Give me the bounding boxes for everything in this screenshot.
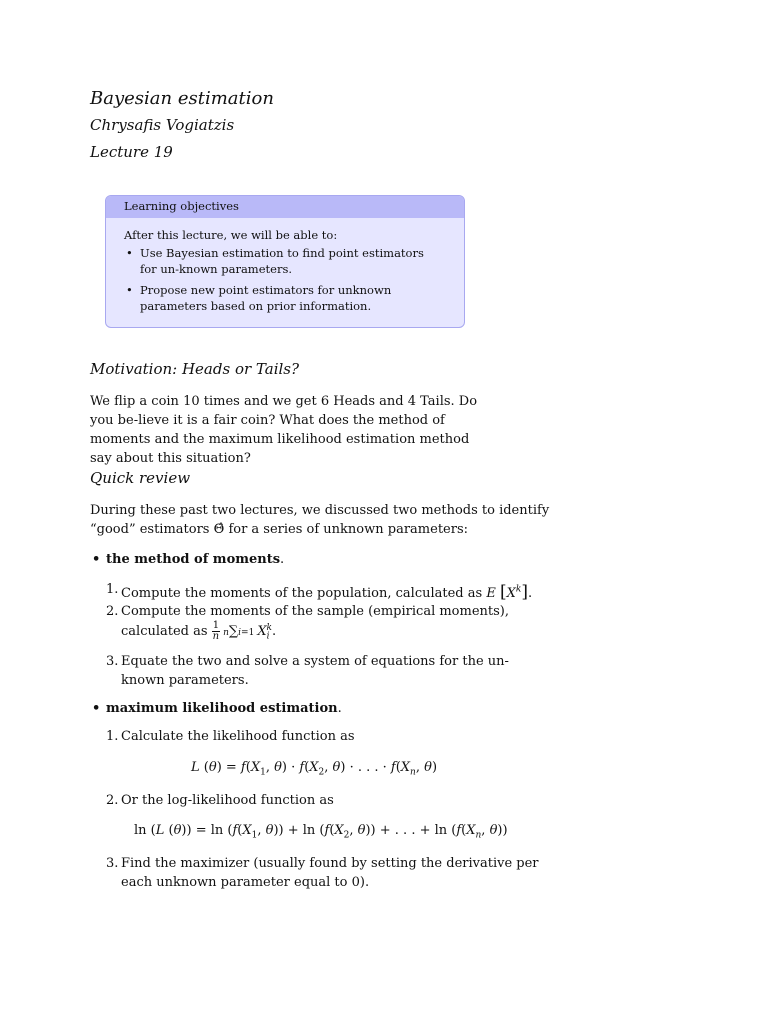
step-text: Compute the moments of the sample (empirical moments), bbox=[121, 604, 510, 619]
learning-objectives-list bbox=[124, 246, 424, 320]
mle-item: • maximum likelihood estimation. bbox=[106, 701, 342, 716]
review-intro-text: “good” estimators bbox=[90, 522, 210, 537]
review-intro-line: During these past two lectures, we discussed two methods to identify bbox=[90, 503, 550, 518]
document-title: Bayesian estimation bbox=[90, 88, 274, 109]
review-intro-line bbox=[90, 522, 468, 537]
step-text: each unknown parameter equal to 0). bbox=[121, 875, 370, 890]
likelihood-equation: L $(\theta) = f(X_1$, $\theta) \cdot f(X_2$, θ) · . . . · $f(X_n$, θ) bbox=[191, 760, 438, 778]
expectation-formula: E $[X^k]$. bbox=[486, 582, 533, 602]
motivation-paragraph: We flip a coin 10 times and we get 6 Heads and 4 Tails. Do you be-lieve it is a fair coin? What does the method of moments and the maximum likelihood estimation method say about this situation? bbox=[90, 394, 478, 466]
method-of-moments-label: the method of moments bbox=[106, 552, 281, 567]
list-item: • Propose new point estimators for unknown parameters based on prior information. bbox=[124, 283, 424, 314]
step-text: Or the log-likelihood function as bbox=[121, 793, 334, 808]
sample-moment-formula: $\frac{1}{n}$ n∑i=1 $X_i^k$. bbox=[212, 620, 277, 642]
step-number: 3. bbox=[106, 856, 119, 871]
mle-label: maximum likelihood estimation bbox=[106, 701, 338, 716]
learning-objectives-box bbox=[105, 195, 465, 328]
method-of-moments-item: • the method of moments. bbox=[106, 552, 284, 567]
theta-hat-symbol: Θ̂ bbox=[213, 522, 225, 537]
section-heading-motivation: Motivation: Heads or Tails? bbox=[90, 360, 300, 378]
list-item bbox=[121, 582, 532, 602]
list-item: • Use Bayesian estimation to find point estimators for un-known parameters. bbox=[124, 246, 424, 277]
step-number: 3. bbox=[106, 654, 119, 669]
step-number: 1. bbox=[106, 582, 119, 597]
review-intro-text: for a series of unknown parameters: bbox=[228, 522, 469, 537]
step-number: 1. bbox=[106, 729, 119, 744]
step-text: calculated as bbox=[121, 624, 208, 639]
step-number: 2. bbox=[106, 604, 119, 619]
learning-objectives-intro: After this lecture, we will be able to: bbox=[124, 228, 338, 242]
log-likelihood-equation: ln (L $(\theta)) = \ln (f(X_1$, $\theta)) + \ln (f(X_2$, θ)) + . . . + $\ln (f(X_n$, θ)) bbox=[134, 823, 508, 841]
author-name: Chrysafis Vogiatzis bbox=[90, 116, 235, 134]
lecture-number: Lecture 19 bbox=[90, 143, 173, 161]
section-heading-review: Quick review bbox=[90, 469, 191, 487]
step-number: 2. bbox=[106, 793, 119, 808]
step-text: known parameters. bbox=[121, 673, 249, 688]
step-text: Calculate the likelihood function as bbox=[121, 729, 355, 744]
learning-objectives-heading: Learning objectives bbox=[106, 196, 464, 218]
list-item bbox=[121, 621, 276, 642]
step-text: Compute the moments of the population, calculated as bbox=[121, 586, 483, 601]
step-text: Equate the two and solve a system of equations for the un- bbox=[121, 654, 509, 669]
step-text: Find the maximizer (usually found by setting the derivative per bbox=[121, 856, 539, 871]
